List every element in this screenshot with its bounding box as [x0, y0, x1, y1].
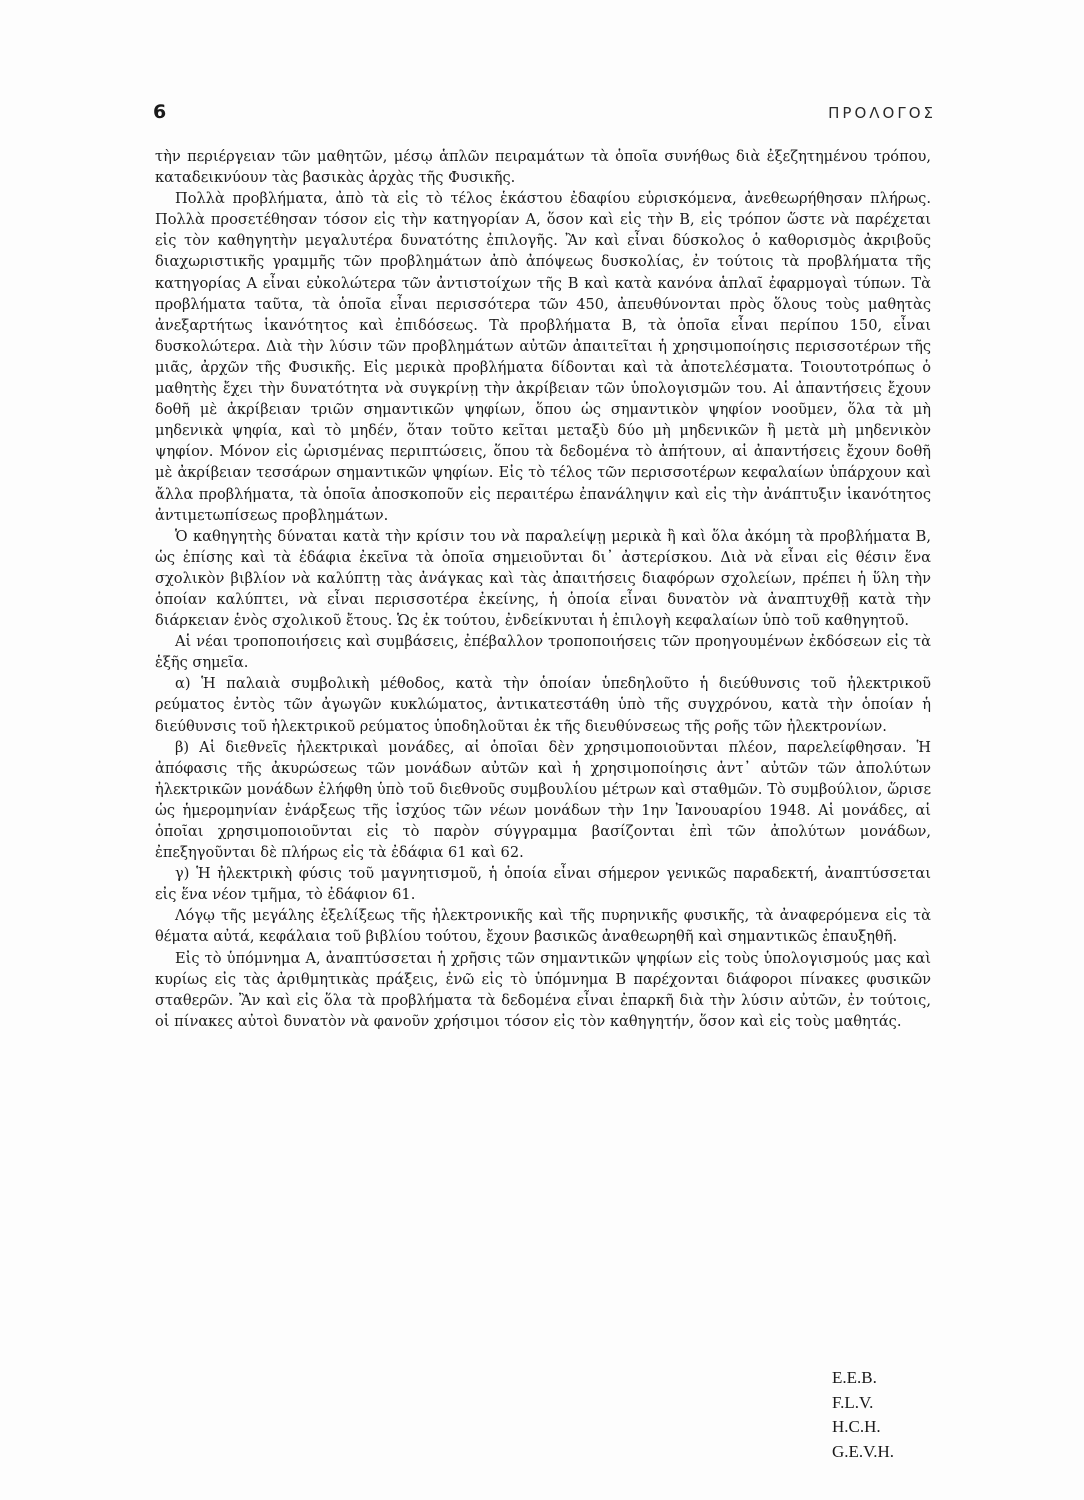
paragraph: Εἰς τὸ ὑπόμνημα Α, ἀναπτύσσεται ἡ χρῆσις τῶν σημαντικῶν ψηφίων εἰς τοὺς ὑπολογισμούς μας καὶ κυρίως εἰς τὰς ἀριθμητικὰς πράξεις, ἐνῶ εἰς τὸ ὑπόμνημα Β παρέχονται διάφοροι πίνακες φυσικῶν σταθερῶν. Ἂν καὶ εἰς ὅλα τὰ προβλήματα τὰ δεδομένα εἶναι ἐπαρκῆ διὰ τὴν λύσιν αὐτῶν, ἐν τούτοις, οἱ πίνακες αὐτοὶ δυνατὸν νὰ φανοῦν χρήσιμοι τόσον εἰς τὸν καθηγητήν, ὅσον καὶ εἰς τοὺς μαθητάς.	[155, 949, 931, 1030]
paragraph: Λόγῳ τῆς μεγάλης ἐξελίξεως τῆς ἠλεκτρονικῆς καὶ τῆς πυρηνικῆς φυσικῆς, τὰ ἀναφερόμενα εἰς τὰ θέματα αὐτά, κεφάλαια τοῦ βιβλίου τούτου, ἔχουν βασικῶς ἀναθεωρηθῆ καὶ σημαντικῶς ἐπαυξηθῆ.	[155, 907, 931, 946]
paragraph: Ὁ καθηγητὴς δύναται κατὰ τὴν κρίσιν του νὰ παραλείψῃ μερικὰ ἢ καὶ ὅλα ἀκόμη τὰ προβλήματα Β, ὡς ἐπίσης καὶ τὰ ἐδάφια ἐκεῖνα τὰ ὁποῖα σημειοῦνται δι᾽ ἀστερίσκου. Διὰ νὰ εἶναι εἰς θέσιν ἕνα σχολικὸν βιβλίον νὰ καλύπτῃ τὰς ἀνάγκας καὶ τὰς ἀπαιτήσεις διαφόρων σχολείων, πρέπει ἡ ὕλη τὴν ὁποίαν καλύπτει, νὰ εἶναι περισσοτέρα ἐκείνης, ἡ ὁποία εἶναι δυνατὸν νὰ ἀναπτυχθῇ κατὰ τὴν διάρκειαν ἑνὸς σχολικοῦ ἔτους. Ὡς ἐκ τούτου, ἐνδείκνυται ἡ ἐπιλογὴ κεφαλαίων ὑπὸ τοῦ καθηγητοῦ.	[155, 527, 931, 630]
signature-initials: H.C.H.	[832, 1417, 881, 1436]
signature-initials: G.E.V.H.	[832, 1441, 895, 1461]
list-paragraph-a: α) Ἡ παλαιὰ συμβολικὴ μέθοδος, κατὰ τὴν ὁποίαν ὑπεδηλοῦτο ἡ διεύθυνσις τοῦ ἠλεκτρικοῦ ρεύματος ἐντὸς τῶν ἀγωγῶν κυκλώματος, ἀντικατεστάθη ὑπὸ τῆς συγχρόνου, κατὰ τὴν ὁποίαν ἡ διεύθυνσις τοῦ ἠλεκτρικοῦ ρεύματος ὑποδηλοῦται ἐκ τῆς διευθύνσεως τῆς ροῆς τῶν ἠλεκτρονίων.	[155, 675, 931, 735]
paragraph: τὴν περιέργειαν τῶν μαθητῶν, μέσῳ ἁπλῶν πειραμάτων τὰ ὁποῖα συνήθως διὰ ἐξεζητημένου τρόπου, καταδεικνύουν τὰς βασικὰς ἀρχὰς τῆς Φυσικῆς.	[155, 148, 931, 187]
paragraph: Πολλὰ προβλήματα, ἀπὸ τὰ εἰς τὸ τέλος ἑκάστου ἐδαφίου εὑρισκόμενα, ἀνεθεωρήθησαν πλήρως. Πολλὰ προσετέθησαν τόσον εἰς τὴν κατηγορίαν Α, ὅσον καὶ εἰς τὴν Β, εἰς τρόπον ὥστε νὰ παρέχεται εἰς τὸν καθηγητὴν μεγαλυτέρα δυνατότης ἐπιλογῆς. Ἂν καὶ εἶναι δύσκολος ὁ καθορισμὸς ἀκριβοῦς διαχωριστικῆς γραμμῆς τῶν προβλημάτων ἀπὸ ἀπόψεως δυσκολίας, ἐν τούτοις τὰ προβλήματα τῆς κατηγορίας Α εἶναι εὐκολώτερα τῶν ἀντιστοίχων τῆς Β καὶ κατὰ κανόνα ἁπλαῖ ἐφαρμογαὶ τύπων. Τὰ προβλήματα ταῦτα, τὰ ὁποῖα εἶναι περισσότερα τῶν 450, ἀπευθύνονται πρὸς ὅλους τοὺς μαθητὰς ἀνεξαρτήτως ἱκανότητος καὶ ἐπιδόσεως. Τὰ προβλήματα Β, τὰ ὁποῖα εἶναι περίπου 150, εἶναι δυσκολώτερα. Διὰ τὴν λύσιν τῶν προβλημάτων αὐτῶν ἀπαιτεῖται ἡ χρησιμοποίησις περισσοτέρων τῆς μιᾶς, ἀρχῶν τῆς Φυσικῆς. Εἰς μερικὰ προβλήματα δίδονται καὶ τὰ ἀποτελέσματα. Τοιουτοτρόπως ὁ μαθητὴς ἔχει τὴν δυνατότητα νὰ συγκρίνῃ τὴν ἀκρίβειαν τῶν ὑπολογισμῶν του. Αἱ ἀπαντήσεις ἔχουν δοθῆ μὲ ἀκρίβειαν τριῶν σημαντικῶν ψηφίων, ὅπου ὡς σημαντικὸν ψηφίον νοοῦμεν, ὅλα τὰ μὴ μηδενικὰ ψηφία, καὶ τὸ μηδέν, ὅταν τοῦτο κεῖται μεταξὺ δύο μὴ μηδενικῶν ἢ μετὰ μὴ μηδενικὸν ψηφίον. Μόνον εἰς ὡρισμένας περιπτώσεις, ὅπου τὰ δεδομένα τὸ ἀπήτουν, αἱ ἀπαντήσεις ἔχουν δοθῆ μὲ ἀκρίβειαν τεσσάρων σημαντικῶν ψηφίων. Εἰς τὸ τέλος τῶν περισσοτέρων κεφαλαίων ὑπάρχουν καὶ ἄλλα προβλήματα, τὰ ὁποῖα ἀποσκοποῦν εἰς περαιτέρω ἐπανάληψιν καὶ εἰς τὴν ἀνάπτυξιν ἱκανότητος ἀντιμετωπίσεως προβλημάτων.	[155, 190, 931, 524]
signature-initials: F.L.V.	[832, 1392, 874, 1412]
signature-block	[832, 1366, 894, 1464]
list-paragraph-b: β) Αἱ διεθνεῖς ἠλεκτρικαὶ μονάδες, αἱ ὁποῖαι δὲν χρησιμοποιοῦνται πλέον, παρελείφθησαν. Ἡ ἀπόφασις τῆς ἀκυρώσεως τῶν μονάδων αὐτῶν καὶ ἡ χρησιμοποίησις ἀντ᾽ αὐτῶν τῶν ἀπολύτων ἠλεκτρικῶν μονάδων ἐλήφθη ὑπὸ τοῦ διεθνοῦς συμβουλίου μέτρων καὶ σταθμῶν. Τὸ συμβούλιον, ὥρισε ὡς ἡμερομηνίαν ἐνάρξεως τῆς ἰσχύος τῶν νέων μονάδων τὴν 1ην Ἰανουαρίου 1948. Αἱ μονάδες, αἱ ὁποῖαι χρησιμοποιοῦνται εἰς τὸ παρὸν σύγγραμμα βασίζονται ἐπὶ τῶν ἀπολύτων μονάδων, ἐπεξηγοῦνται δὲ πλήρως εἰς τὰ ἐδάφια 61 καὶ 62.	[155, 738, 931, 862]
list-paragraph-c: γ) Ἡ ἠλεκτρικὴ φύσις τοῦ μαγνητισμοῦ, ἡ ὁποία εἶναι σήμερον γενικῶς παραδεκτή, ἀναπτύσσεται εἰς ἕνα νέον τμῆμα, τὸ ἐδάφιον 61.	[155, 865, 931, 904]
page-number: 6	[153, 101, 167, 123]
running-head: ΠΡΟΛΟΓΟΣ	[828, 104, 936, 122]
body-text	[155, 146, 931, 1032]
paragraph: Αἱ νέαι τροποποιήσεις καὶ συμβάσεις, ἐπέβαλλον τροποποιήσεις τῶν προηγουμένων ἐκδόσεων εἰς τὰ ἑξῆς σημεῖα.	[155, 633, 931, 672]
signature-initials: E.E.B.	[832, 1368, 877, 1387]
